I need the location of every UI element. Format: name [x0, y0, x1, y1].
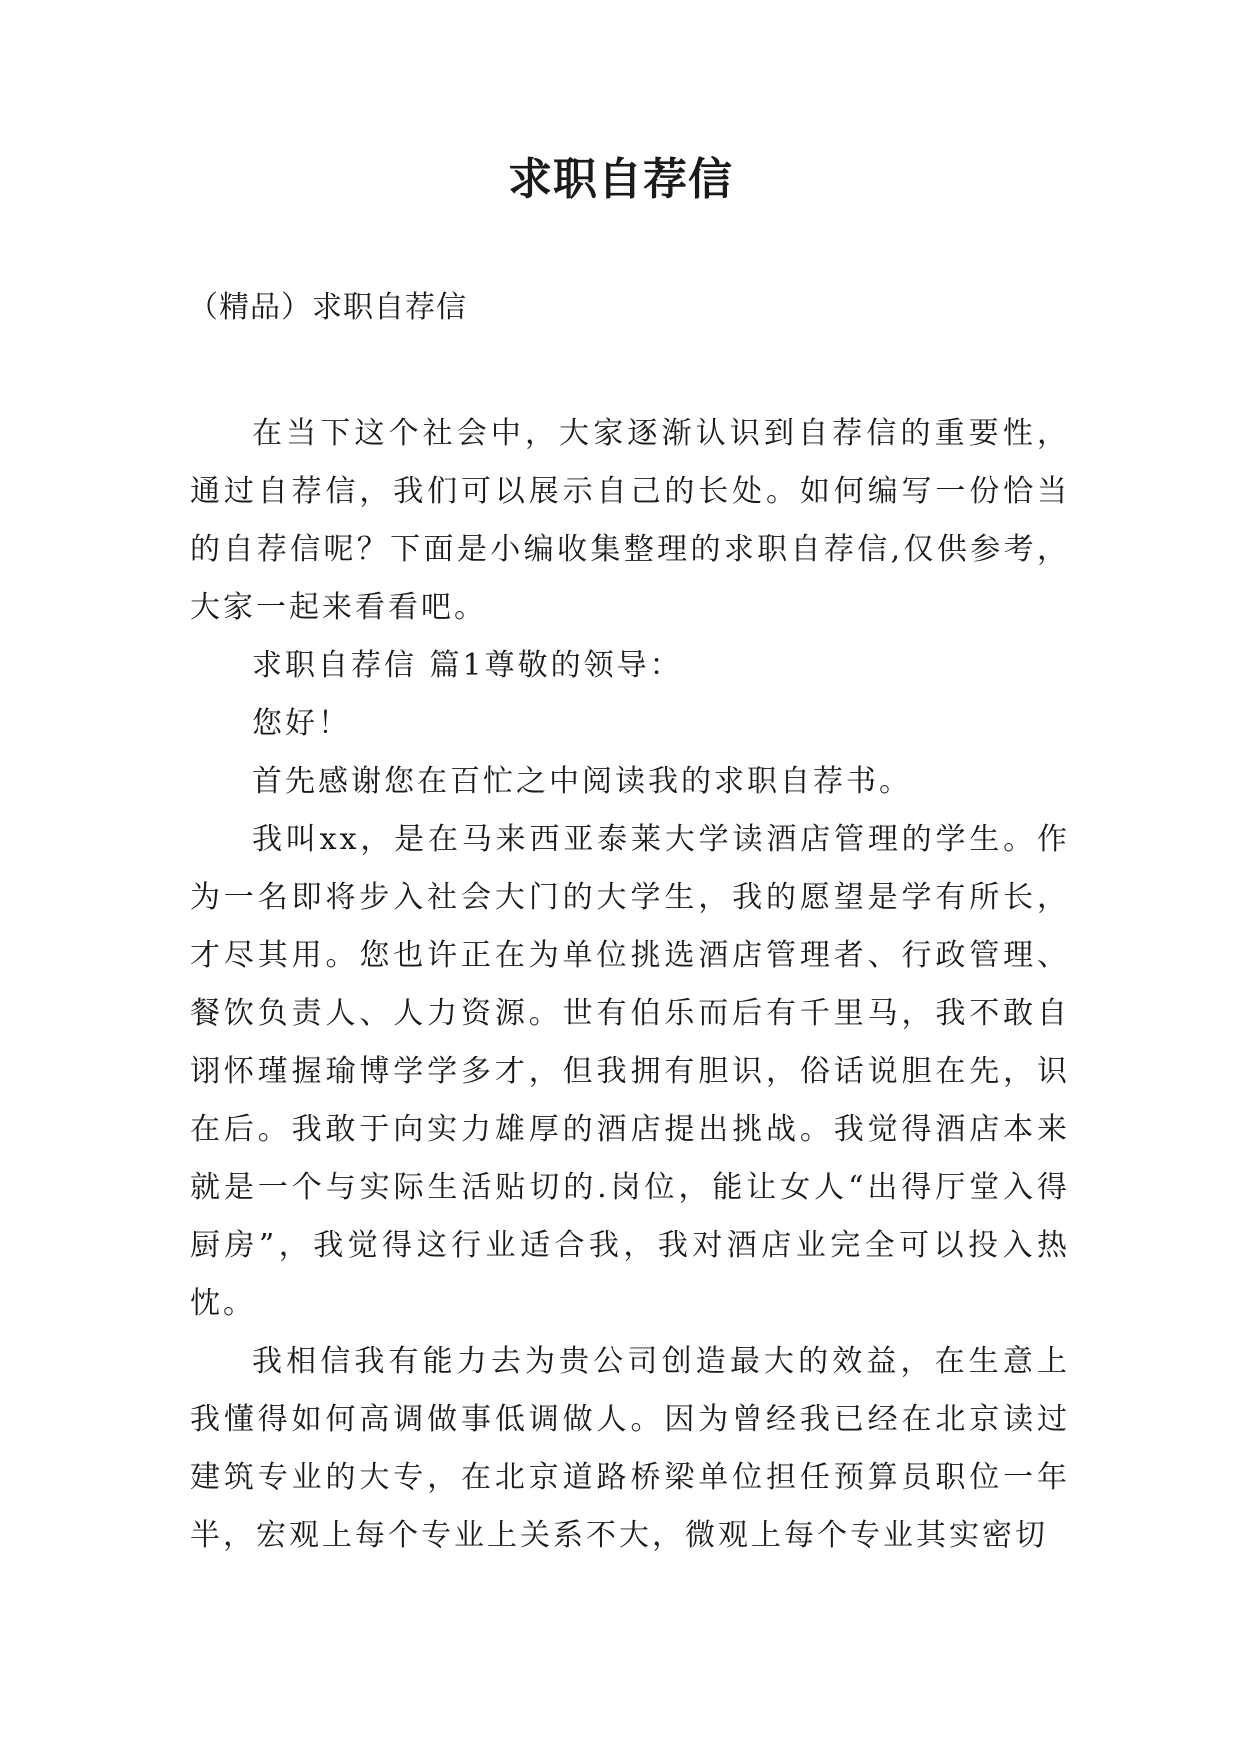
- paragraph-greeting: 您好！: [252, 706, 351, 741]
- paragraph-self-intro: 我叫xx，是在马来西亚泰莱大学读酒店管理的学生。作为一名即将步入社会大门的大学生，我的愿望是学有所长，才尽其用。您也许正在为单位挑选酒店管理者、行政管理、餐饮负责人、人力资源。世有伯乐而后有千里马，我不敢自诩怀瑾握瑜博学学多才，但我拥有胆识，俗话说胆在先，识在后。我敢于向实力雄厚的酒店提出挑战。我觉得酒店本来就是一个与实际生活贴切的.岗位，能让女人“出得厅堂入得厨房”，我觉得这行业适合我，我对酒店业完全可以投入热忱。: [190, 822, 1070, 1321]
- document-title: 求职自荐信: [508, 154, 733, 205]
- paragraph-thanks: 首先感谢您在百忙之中阅读我的求职自荐书。: [252, 764, 912, 799]
- document-body: [190, 405, 1070, 1565]
- document-subtitle: （精品）求职自荐信: [188, 290, 467, 325]
- paragraph-heading: 求职自荐信 篇1尊敬的领导：: [252, 648, 683, 683]
- paragraph-ability: 我相信我有能力去为贵公司创造最大的效益，在生意上我懂得如何高调做事低调做人。因为曾经我已经在北京读过建筑专业的大专，在北京道路桥梁单位担任预算员职位一年半，宏观上每个专业上关系不大，微观上每个专业其实密切: [190, 1344, 1070, 1553]
- paragraph-intro: 在当下这个社会中，大家逐渐认识到自荐信的重要性，通过自荐信，我们可以展示自己的长处。如何编写一份恰当的自荐信呢？下面是小编收集整理的求职自荐信,仅供参考，大家一起来看看吧。: [190, 416, 1070, 625]
